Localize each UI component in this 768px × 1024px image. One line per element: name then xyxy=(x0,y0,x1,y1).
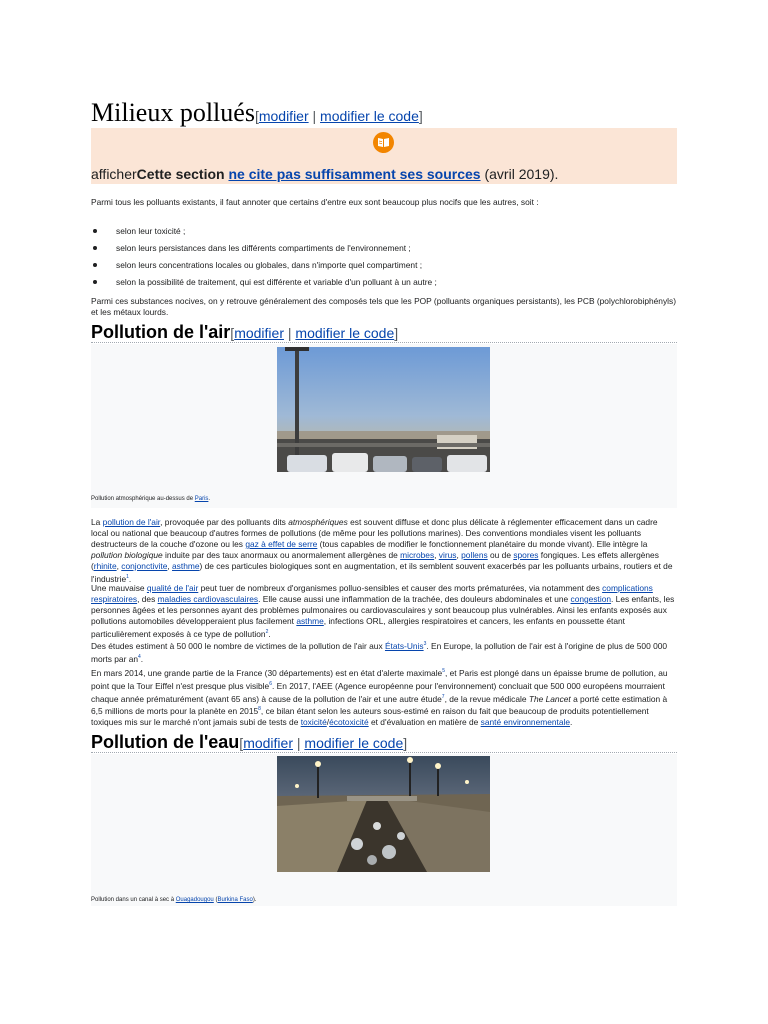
text: . xyxy=(128,573,132,584)
text: peut tuer de nombreux d'organismes polluo-sensibles et causer des morts prématurées, via notamment des xyxy=(198,583,603,593)
edit-link[interactable]: modifier xyxy=(258,108,309,124)
reference[interactable]: 2 xyxy=(265,629,269,635)
edit-code-link[interactable]: modifier le code xyxy=(295,325,395,341)
link[interactable]: microbes xyxy=(400,550,435,560)
text: ) de ces particules biologiques sont en augmentation, et ils semblent souvent exacerbés par les polluants urbains, routiers et de l'industrie xyxy=(91,561,673,584)
text: , xyxy=(116,561,122,571)
air-paragraph-2 xyxy=(91,583,677,640)
separator: | xyxy=(283,325,296,341)
link[interactable]: toxicité xyxy=(300,717,327,728)
caption-text: ). xyxy=(252,897,257,903)
text: induite par des taux anormaux ou anormalement allergènes de xyxy=(162,550,401,560)
link[interactable]: qualité de l'air xyxy=(146,583,199,593)
reference[interactable]: 7 xyxy=(441,693,445,700)
edit-code-link[interactable]: modifier le code xyxy=(320,108,419,124)
link[interactable]: maladies cardiovasculaires xyxy=(157,594,259,604)
reference[interactable]: 4 xyxy=(138,653,141,660)
figure-caption xyxy=(91,897,256,903)
link[interactable]: virus xyxy=(438,550,457,560)
caption-text: . xyxy=(208,496,211,502)
link[interactable]: asthme xyxy=(296,616,324,626)
text: . En Europe, la pollution de l'air est à l'origine de plus de 500 000 morts par an xyxy=(91,640,668,664)
text-italic: atmosphériques xyxy=(288,517,348,527)
link[interactable]: spores xyxy=(513,550,539,560)
notice-bold-lead: Cette section xyxy=(136,166,229,182)
list-item: selon la possibilité de traitement, qui est différente et variable d'un polluant à un autre ; xyxy=(91,277,677,294)
text: En mars 2014, une grande partie de la France (30 départements) est en état d'alerte maximale xyxy=(91,667,443,678)
section-title: Milieux pollués xyxy=(91,98,255,127)
show-toggle[interactable]: afficher xyxy=(91,166,137,182)
text: ou de xyxy=(487,550,514,560)
bracket-close: ] xyxy=(394,325,399,341)
bracket-close: ] xyxy=(418,108,423,124)
caption-link-burkina-faso[interactable]: Burkina Faso xyxy=(217,897,253,903)
link[interactable]: asthme xyxy=(172,561,200,571)
reference[interactable]: 5 xyxy=(442,668,445,674)
text: . xyxy=(140,653,144,664)
text: , infections ORL, allergies respiratoires et cancers, les enfants en poussette étant particulièrement exposés à ce type de pollution xyxy=(91,616,625,639)
text: a porté cette estimation à 6,5 millions de morts pour la planète en 2015 xyxy=(91,693,668,717)
text-italic: The Lancet xyxy=(528,693,571,704)
bracket-open: [ xyxy=(230,325,235,341)
edit-section-links xyxy=(255,108,423,124)
text: , provoquée par des polluants dits xyxy=(160,517,289,527)
caption-text: ( xyxy=(213,897,218,903)
intro-paragraph: Parmi tous les polluants existants, il faut annoter que certains d'entre eux sont beaucoup plus nocifs que les autres, soit : xyxy=(91,197,539,207)
link[interactable]: rhinite xyxy=(93,561,117,571)
reference[interactable]: 6 xyxy=(269,680,272,687)
link[interactable]: États-Unis xyxy=(384,640,424,651)
pop-paragraph: Parmi ces substances nocives, on y retrouve généralement des composés tels que les POP (polluants organiques persistants), les PCB (polychlorobiphényls) et les métaux lourds. xyxy=(91,296,676,317)
link[interactable]: conjonctivite xyxy=(121,561,168,571)
text: . Les enfants, les personnes âgées et les personnes ayant des problèmes pulmonaires ou cardiovasculaires y sont beaucoup plus vulnérables. Ainsi les enfants exposés aux pollutions automobiles développeraient plus facilement xyxy=(91,594,675,626)
text: (tous capables de modifier le fonctionnement planétaire du monde vivant). Elle intègre la xyxy=(317,539,648,549)
text: . Elle cause aussi une inflammation de la trachée, des douleurs abdominales et une xyxy=(258,594,571,604)
reference[interactable]: 3 xyxy=(423,641,427,647)
text: , xyxy=(434,550,439,560)
section-heading-milieux xyxy=(91,98,677,129)
link[interactable]: pollution de l'air xyxy=(102,517,161,527)
text: , des xyxy=(137,594,158,604)
list-item: selon leurs concentrations locales ou globales, dans n'importe quel compartiment ; xyxy=(91,260,677,277)
bracket-open: [ xyxy=(239,735,244,751)
bracket-open: [ xyxy=(254,108,259,124)
section-heading-air xyxy=(91,322,677,343)
sources-notice xyxy=(91,128,677,184)
air-paragraph-3 xyxy=(91,639,677,665)
text: , xyxy=(456,550,462,560)
separator: | xyxy=(292,735,305,751)
figure-air xyxy=(91,344,677,508)
list-item: selon leurs persistances dans les différents compartiments de l'environnement ; xyxy=(91,243,677,260)
criteria-list xyxy=(91,226,677,294)
section-title: Pollution de l'air xyxy=(91,322,231,342)
text: / xyxy=(326,717,330,728)
text: , xyxy=(167,561,173,571)
caption-text: Pollution dans un canal à sec à xyxy=(91,897,176,903)
notice-message xyxy=(91,166,558,182)
reference[interactable]: 1 xyxy=(126,574,129,580)
edit-section-links xyxy=(239,735,407,751)
text: . En 2017, l'AEE (Agence européenne pour l'environnement) concluait que 500 000 européens mourraient chaque année prématurément (avant 65 ans) à cause de la pollution de l'air et une autre étude xyxy=(91,680,665,704)
edit-section-links xyxy=(230,325,398,341)
figure-caption xyxy=(91,496,210,502)
text: Une mauvaise xyxy=(91,583,147,593)
text: La xyxy=(91,517,103,527)
caption-text: Pollution atmosphérique au-dessus de xyxy=(91,496,195,502)
text: , ce bilan étant selon les auteurs sous-estimé en raison du fait que beaucoup de produits potentiellement toxiques mis sur le marché n'ont jamais subi de tests de xyxy=(91,706,649,728)
paris-pollution-photo[interactable] xyxy=(277,347,490,472)
edit-code-link[interactable]: modifier le code xyxy=(304,735,404,751)
caption-link-ouagadougou[interactable]: Ouagadougou xyxy=(175,897,214,903)
air-paragraph-1 xyxy=(91,517,677,585)
sources-link[interactable]: ne cite pas suffisamment ses sources xyxy=(228,166,481,182)
link[interactable]: complications respiratoires xyxy=(91,583,653,604)
section-title: Pollution de l'eau xyxy=(91,732,240,752)
air-paragraph-4 xyxy=(91,666,677,728)
link[interactable]: congestion xyxy=(570,594,612,604)
text: est souvent diffuse et donc plus délicate à réglementer efficacement dans un cadre local ou national que beaucoup d'autres formes de pollutions (de même pour les pollutions marines). Des conventions mondiales visent les polluants destructeurs de la couche d'ozone ou les xyxy=(91,517,658,549)
text: , de la revue médicale xyxy=(444,693,529,704)
text-italic: pollution biologique xyxy=(91,550,163,560)
separator: | xyxy=(308,108,321,124)
caption-link-paris[interactable]: Paris xyxy=(194,496,209,502)
edit-link[interactable]: modifier xyxy=(234,325,284,341)
list-item: selon leur toxicité ; xyxy=(91,226,677,243)
canal-pollution-photo[interactable] xyxy=(277,756,490,872)
link[interactable]: gaz à effet de serre xyxy=(245,539,318,549)
link[interactable]: pollens xyxy=(461,550,488,560)
text: Des études estiment à 50 000 le nombre de victimes de la pollution de l'air aux xyxy=(91,640,385,651)
text: , et Paris est plongé dans un épaisse brume de pollution, au point que la Tour Eiffel n'est presque plus visible xyxy=(91,667,668,691)
text: fongiques. Les effets allergènes ( xyxy=(91,550,659,571)
notice-date: (avril 2019). xyxy=(480,166,559,182)
text: et d'évaluation en matière de xyxy=(368,717,481,728)
bracket-close: ] xyxy=(403,735,408,751)
reference[interactable]: 8 xyxy=(258,706,261,713)
section-heading-eau xyxy=(91,732,677,753)
edit-link[interactable]: modifier xyxy=(243,735,293,751)
text: . xyxy=(268,628,271,639)
link[interactable]: écotoxicité xyxy=(329,717,369,728)
book-icon xyxy=(373,132,394,153)
figure-eau xyxy=(91,754,677,906)
text: . xyxy=(570,717,573,728)
link[interactable]: santé environnementale xyxy=(480,717,571,728)
